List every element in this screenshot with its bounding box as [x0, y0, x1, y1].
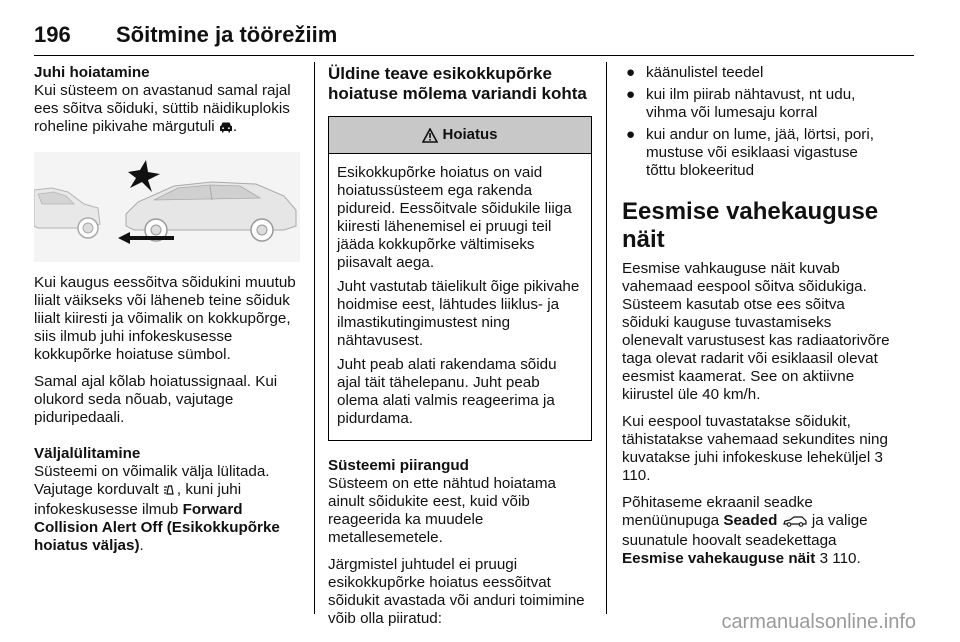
warning-title: Hoiatus [442, 126, 498, 143]
header-rule [34, 55, 914, 56]
warning-paragraph-1: Esikokkupõrke hoiatus on vaid hoiatussüsteem ega rakenda pidureid. Eessõitvale sõidukile liiga kiiresti lähenemisel ei pruugi teil jääda kokkupõrke vältimiseks piisavalt aega. [337, 164, 572, 271]
page-ref-arrow: 3 [819, 550, 829, 567]
column-divider-2 [606, 62, 607, 614]
warning-box [328, 116, 592, 441]
limits-paragraph-2: Järgmistel juhtudel ei pruugi esikokkupõrke hoiatus eessõitvat sõidukit avastada või anduri toimimine võib olla piiratud: [328, 556, 585, 627]
column-1 [34, 64, 300, 555]
following-distance-title: Eesmise vahekauguse näit [622, 198, 879, 253]
switch-off-heading: Väljalülitamine [34, 445, 141, 462]
distance-button-icon [163, 483, 177, 501]
page-ref[interactable]: 110. [622, 467, 651, 484]
limits-paragraph-1: Süsteem on ette nähtud hoiatama ainult sõidukite eest, kuid võib reageerida ka muudele metallesemetele. [328, 475, 556, 546]
following-distance-menu-label: Eesmise vahekauguse näit [622, 550, 816, 567]
chapter-title: Sõitmine ja töörežiim [116, 22, 338, 47]
following-distance-paragraph-2: Kui eespool tuvastatakse sõidukit, tähistatakse vahemaad sekundites ning kuvatakse juhi infokeskuse leheküljel 3 110. [622, 413, 888, 484]
general-info-title: Üldine teave esikokkupõrke hoiatuse mõlema variandi kohta [328, 64, 587, 103]
vehicle-settings-icon [782, 514, 808, 532]
page-ref[interactable]: 110. [832, 550, 861, 567]
warning-triangle-icon [422, 128, 438, 143]
limitations-list [622, 64, 890, 180]
column-2 [328, 64, 592, 628]
page-header [34, 20, 914, 56]
driver-warning-text: Kui süsteem on avastanud samal rajal ees sõitva sõiduki, süttib näidikuplokis roheline pikivahe märgutuli . [34, 82, 300, 138]
signal-paragraph: Samal ajal kõlab hoiatussignaal. Kui olukord seda nõuab, vajutage piduripedaali. [34, 373, 278, 426]
driver-warning-heading: Juhi hoiatamine [34, 64, 150, 81]
column-3 [622, 64, 890, 568]
watermark: carmanualsonline.info [721, 611, 916, 633]
settings-menu-label: Seaded [723, 512, 778, 529]
following-distance-paragraph-3: Põhitaseme ekraanil seadke menüünupuga Seaded ja valige suunatule hoovalt seadekettaga Eesmise vahekauguse näit 3 110. [622, 494, 868, 567]
car-ahead-icon [219, 120, 233, 138]
following-distance-paragraph-1: Eesmise vahkauguse näit kuvab vahemaad eespool sõitva sõidukiga. Süsteem kasutab otse ees sõitva sõiduki kauguse tuvastamiseks olenevalt varustusest kas radiaatorivõre taga olevat radarit või esiklaasil olevat eesmist kaamerat. See on aktiivne kiirustel üle 40 km/h. [622, 260, 890, 403]
list-item: ● käänulistel teedel [626, 64, 764, 81]
column-divider-1 [314, 62, 315, 614]
warning-body [329, 154, 591, 440]
list-item: ● kui ilm piirab nähtavust, nt udu, vihma või lumesaju korral [626, 86, 856, 121]
warning-paragraph-3: Juht peab alati rakendama sõidu ajal täit tähelepanu. Juht peab olema alati valmis reageerima ja pidurdama. [337, 356, 557, 427]
warning-header [329, 117, 591, 154]
collision-warning-illustration [34, 152, 300, 262]
page-ref-arrow: 3 [874, 449, 883, 466]
forward-collision-alert-off: Forward Collision Alert Off (Esikokkupõrke hoiatus väljas) [34, 501, 280, 554]
limits-heading: Süsteemi piirangud [328, 457, 469, 474]
list-item: ● kui andur on lume, jää, lörtsi, pori, mustuse või esiklaasi vigastuse tõttu blokeeritud [626, 126, 874, 179]
switch-off-text: Süsteemi on võimalik välja lülitada. Vajutage korduvalt , kuni juhi infokeskusesse ilmub Forward Collision Alert Off (Esikokkupõrke hoiatus väljas). [34, 463, 280, 554]
page-number: 196 [34, 22, 71, 47]
warning-paragraph-2: Juht vastutab täielikult õige pikivahe hoidmise eest, lähtudes liiklus- ja ilmastikutingimustest ning nähtavusest. [337, 278, 580, 349]
distance-paragraph: Kui kaugus eessõitva sõidukini muutub liialt väikseks või läheneb teine sõiduk liialt kiiresti ja võimalik on kokkupõrge, siis ilmub juhi infokeskusesse kokkupõrke hoiatuse sümbol. [34, 274, 296, 363]
